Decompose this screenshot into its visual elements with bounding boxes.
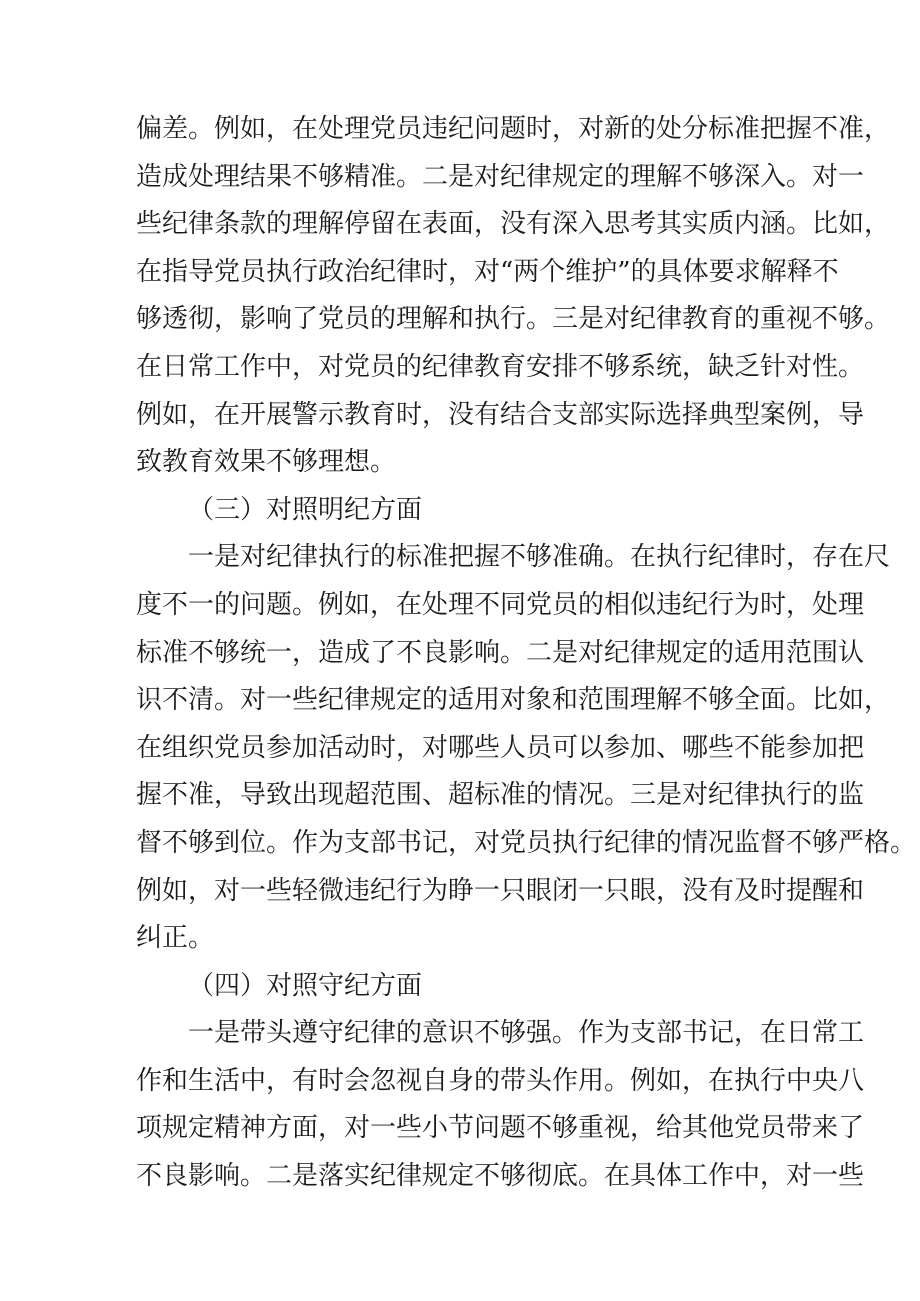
text-line: 够透彻，影响了党员的理解和执行。三是对纪律教育的重视不够。: [136, 304, 891, 335]
text-line: 例如，在开展警示教育时，没有结合支部实际选择典型案例，导: [136, 399, 865, 430]
text-line: 纠正。: [136, 923, 215, 954]
text-line: 标准不够统一，造成了不良影响。二是对纪律规定的适用范围认: [136, 637, 865, 668]
text-line: 不良影响。二是落实纪律规定不够彻底。在具体工作中，对一些: [136, 1161, 865, 1192]
text-line: 在日常工作中，对党员的纪律教育安排不够系统，缺乏针对性。: [136, 351, 865, 382]
text-line: 在组织党员参加活动时，对哪些人员可以参加、哪些不能参加把: [136, 732, 865, 763]
paragraph: [136, 106, 891, 487]
text-line: 些纪律条款的理解停留在表面，没有深入思考其实质内涵。比如，: [136, 209, 891, 240]
text-line: 一是对纪律执行的标准把握不够准确。在执行纪律时，存在尺: [188, 542, 891, 573]
text-line: 一是带头遵守纪律的意识不够强。作为支部书记，在日常工: [188, 1018, 865, 1049]
text-line: 例如，对一些轻微违纪行为睁一只眼闭一只眼，没有及时提醒和: [136, 875, 865, 906]
text-line: 握不准，导致出现超范围、超标准的情况。三是对纪律执行的监: [136, 780, 865, 811]
text-line: 致教育效果不够理想。: [136, 447, 397, 478]
text-line: 度不一的问题。例如，在处理不同党员的相似违纪行为时，处理: [136, 589, 865, 620]
text-line: 识不清。对一些纪律规定的适用对象和范围理解不够全面。比如，: [136, 685, 891, 716]
section-heading: （四）对照守纪方面: [188, 970, 423, 1001]
text-line: 项规定精神方面，对一些小节问题不够重视，给其他党员带来了: [136, 1113, 865, 1144]
document-body: [136, 106, 917, 1201]
paragraph: [136, 534, 917, 962]
text-line: 在指导党员执行政治纪律时，对“两个维护”的具体要求解释不: [136, 256, 839, 287]
text-line: 造成处理结果不够精准。二是对纪律规定的理解不够深入。对一: [136, 161, 865, 192]
text-line: 作和生活中，有时会忽视自身的带头作用。例如，在执行中央八: [136, 1065, 865, 1096]
section-heading: （三）对照明纪方面: [188, 494, 423, 525]
paragraph: [136, 1010, 865, 1200]
text-line: 督不够到位。作为支部书记，对党员执行纪律的情况监督不够严格。: [136, 827, 917, 858]
text-line: 偏差。例如，在处理党员违纪问题时，对新的处分标准把握不准，: [136, 114, 891, 144]
